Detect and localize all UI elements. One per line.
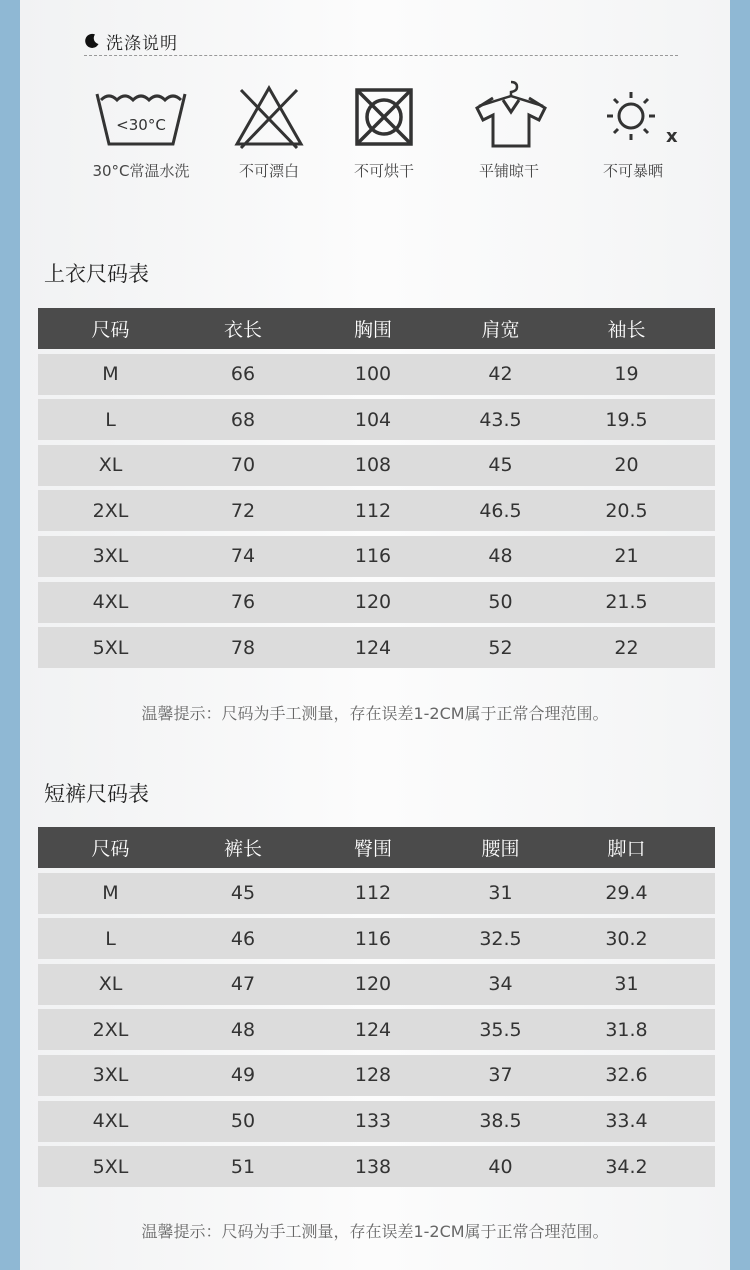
flat-dry-icon [459,80,559,150]
table-cell: 22 [614,636,639,659]
table-row [38,399,715,440]
table-cell: 32.6 [605,1064,648,1087]
table-cell: XL [98,973,123,996]
table-cell: XL [98,454,123,477]
table-cell: 48 [230,1018,256,1041]
table-row [38,1146,715,1187]
care-item-no-bleach [204,80,334,181]
table-cell: 133 [354,1110,392,1133]
table-cell: 45 [488,454,513,477]
care-label-flat-dry: 平铺晾干 [478,162,539,180]
table-cell: 32.5 [479,927,522,950]
table-cell: 38.5 [479,1110,522,1133]
care-divider [84,55,678,56]
table-row [38,354,715,395]
no-bleach-icon [219,80,319,150]
table-cell: 34 [488,973,513,996]
care-item-flat-dry [444,80,574,181]
table-row [38,490,715,531]
table-cell: 76 [230,591,256,614]
top-size-title: 上衣尺码表 [44,262,149,286]
table-cell: 3XL [92,1064,129,1087]
table-cell: 5XL [92,636,129,659]
care-label-no-tumble: 不可烘干 [353,162,414,180]
table-cell: 42 [488,363,513,386]
care-label-wash: 30°C常温水洗 [92,162,190,180]
care-label-no-sun: 不可暴晒 [602,162,663,180]
no-tumble-dry-icon [334,80,434,150]
table-cell: 2XL [92,499,129,522]
svg-text:x: x [666,126,678,147]
table-cell: 112 [354,882,392,905]
table-cell: 78 [230,636,256,659]
shorts-size-note: 温馨提示：尺码为手工测量，存在误差1-2CM属于正常合理范围。 [141,1222,609,1241]
table-cell: 116 [354,927,392,950]
table-header-row [38,308,715,349]
table-row [38,536,715,577]
table-cell: 124 [354,636,392,659]
table-row [38,1101,715,1142]
header-cell: 裤长 [223,838,262,860]
table-row [38,627,715,668]
header-cell: 尺码 [91,319,130,341]
table-row [38,873,715,914]
care-label-no-bleach: 不可漂白 [238,162,299,180]
table-cell: 31 [488,882,513,905]
table-cell: 46 [230,927,256,950]
table-cell: 35.5 [479,1018,522,1041]
table-cell: 46.5 [479,499,522,522]
table-cell: 21.5 [605,591,648,614]
table-cell: 31 [614,973,639,996]
table-cell: 108 [354,454,392,477]
table-row [38,1055,715,1096]
table-cell: 74 [230,545,256,568]
table-row [38,1009,715,1050]
care-icons [0,80,750,190]
table-cell: 70 [230,454,256,477]
care-header [84,28,178,54]
table-cell: 120 [354,973,392,996]
top-size-table [38,308,715,673]
table-cell: 20.5 [605,499,648,522]
care-item-no-tumble [319,80,449,181]
table-cell: 43.5 [479,408,522,431]
table-header-row [38,827,715,868]
header-cell: 腰围 [481,838,520,860]
shorts-size-table [38,827,715,1192]
care-item-wash [76,80,206,181]
table-cell: 49 [230,1064,256,1087]
header-cell: 臀围 [353,838,392,860]
header-cell: 尺码 [91,838,130,860]
table-cell: 68 [230,408,256,431]
table-cell: 29.4 [605,882,648,905]
moon-icon [84,33,100,49]
table-cell: 37 [488,1064,513,1087]
table-cell: 5XL [92,1155,129,1178]
table-cell: 34.2 [605,1155,648,1178]
table-cell: 138 [354,1155,392,1178]
table-cell: 4XL [92,1110,129,1133]
table-cell: 51 [230,1155,256,1178]
table-cell: M [102,363,119,386]
table-cell: 72 [230,499,256,522]
wash-temp-text: <30°C [116,116,166,134]
table-cell: 19.5 [605,408,648,431]
table-row [38,582,715,623]
table-cell: 116 [354,545,392,568]
table-cell: 2XL [92,1018,129,1041]
table-cell: 4XL [92,591,129,614]
table-cell: 120 [354,591,392,614]
table-cell: 45 [230,882,256,905]
table-cell: L [105,408,116,431]
header-cell: 衣长 [223,319,262,341]
table-cell: L [105,927,116,950]
header-cell: 袖长 [607,319,646,341]
table-cell: 47 [230,973,256,996]
table-cell: 31.8 [605,1018,648,1041]
table-cell: 52 [488,636,513,659]
table-row [38,964,715,1005]
table-cell: 3XL [92,545,129,568]
table-cell: 112 [354,499,392,522]
header-cell: 肩宽 [481,319,520,341]
table-cell: 48 [488,545,513,568]
table-cell: 100 [354,363,392,386]
table-cell: 50 [230,1110,256,1133]
shorts-size-title: 短裤尺码表 [44,782,149,806]
table-cell: 30.2 [605,927,648,950]
no-sun-dry-icon [583,80,683,150]
table-cell: M [102,882,119,905]
top-size-note: 温馨提示：尺码为手工测量，存在误差1-2CM属于正常合理范围。 [141,704,609,723]
table-cell: 124 [354,1018,392,1041]
table-cell: 128 [354,1064,392,1087]
table-cell: 66 [230,363,256,386]
care-title: 洗涤说明 [106,33,178,54]
table-cell: 40 [488,1155,513,1178]
table-row [38,445,715,486]
header-cell: 胸围 [353,319,392,341]
table-row [38,918,715,959]
table-cell: 21 [614,545,639,568]
wash-30c-icon [91,80,191,150]
table-cell: 50 [488,591,513,614]
care-item-no-sun [568,80,698,181]
table-cell: 20 [614,454,639,477]
table-cell: 33.4 [605,1110,648,1133]
header-cell: 脚口 [607,838,646,860]
table-cell: 104 [354,408,392,431]
table-cell: 19 [614,363,639,386]
